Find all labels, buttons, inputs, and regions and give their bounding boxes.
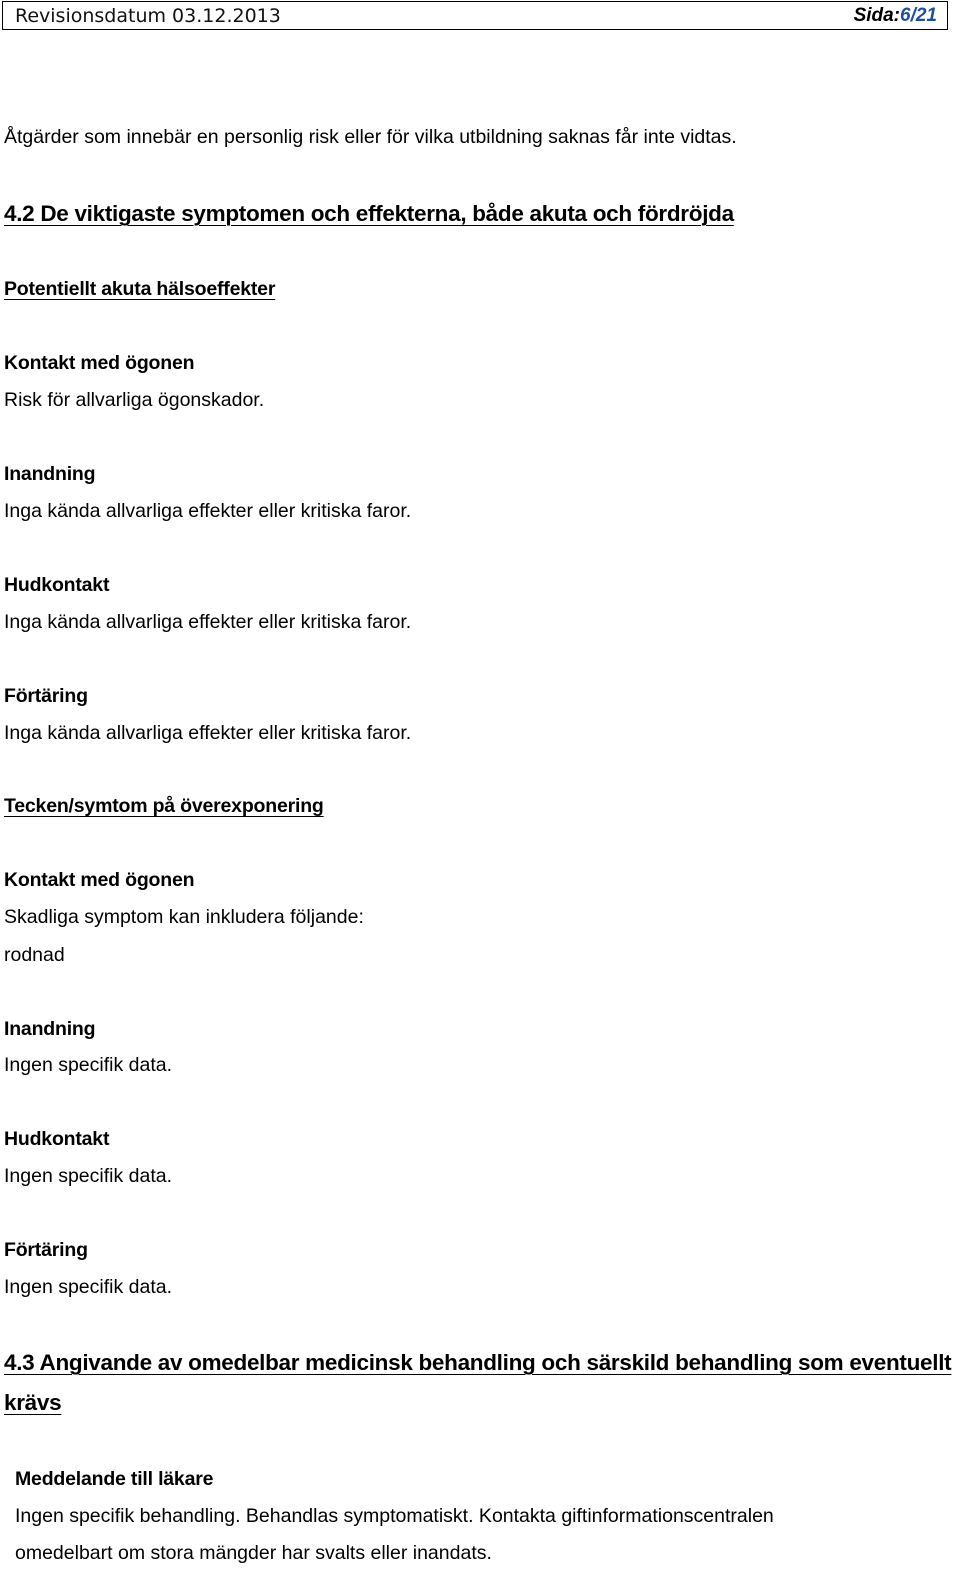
page-indicator [854, 5, 937, 27]
acute-ingestion-text: Inga kända allvarliga effekter eller kritiska faror. [4, 722, 412, 744]
revision-date: Revisionsdatum 03.12.2013 [15, 5, 281, 27]
overexposure-eyes-text: Skadliga symptom kan inkludera följande: [4, 906, 364, 928]
overexposure-title: Tecken/symtom på överexponering [4, 795, 324, 817]
acute-skin-label: Hudkontakt [4, 574, 110, 596]
overexposure-skin-label: Hudkontakt [4, 1128, 110, 1150]
overexposure-ingestion-label: Förtäring [4, 1239, 88, 1261]
note-to-physician-line1: Ingen specifik behandling. Behandlas symptomatiskt. Kontakta giftinformationscentralen [15, 1505, 774, 1527]
overexposure-skin-text: Ingen specifik data. [4, 1165, 173, 1187]
acute-inhalation-text: Inga kända allvarliga effekter eller kritiska faror. [4, 500, 412, 522]
intro-text: Åtgärder som innebär en personlig risk eller för vilka utbildning saknas får inte vidtas. [4, 126, 737, 148]
overexposure-inhalation-text: Ingen specifik data. [4, 1054, 173, 1076]
acute-inhalation-label: Inandning [4, 463, 96, 485]
overexposure-ingestion-text: Ingen specifik data. [4, 1276, 173, 1298]
acute-eyes-text: Risk för allvarliga ögonskador. [4, 389, 265, 411]
overexposure-eyes-label: Kontakt med ögonen [4, 869, 195, 891]
overexposure-inhalation-label: Inandning [4, 1018, 96, 1040]
overexposure-eyes-symptom: rodnad [4, 944, 65, 966]
note-to-physician-line2: omedelbart om stora mängder har svalts eller inandats. [15, 1542, 492, 1564]
section-4-2-heading: 4.2 De viktigaste symptomen och effekterna, både akuta och fördröjda [4, 201, 734, 226]
section-4-3-heading-line2: krävs [4, 1390, 62, 1415]
page-label: Sida: [853, 5, 901, 26]
section-4-3-heading-line1: 4.3 Angivande av omedelbar medicinsk behandling och särskild behandling som eventuellt [4, 1350, 952, 1375]
acute-effects-title: Potentiellt akuta hälsoeffekter [4, 278, 276, 300]
page-header [2, 1, 948, 30]
page-number: 6/21 [900, 5, 937, 26]
acute-ingestion-label: Förtäring [4, 685, 88, 707]
acute-eyes-label: Kontakt med ögonen [4, 352, 195, 374]
note-to-physician-label: Meddelande till läkare [15, 1468, 214, 1490]
acute-skin-text: Inga kända allvarliga effekter eller kritiska faror. [4, 611, 412, 633]
